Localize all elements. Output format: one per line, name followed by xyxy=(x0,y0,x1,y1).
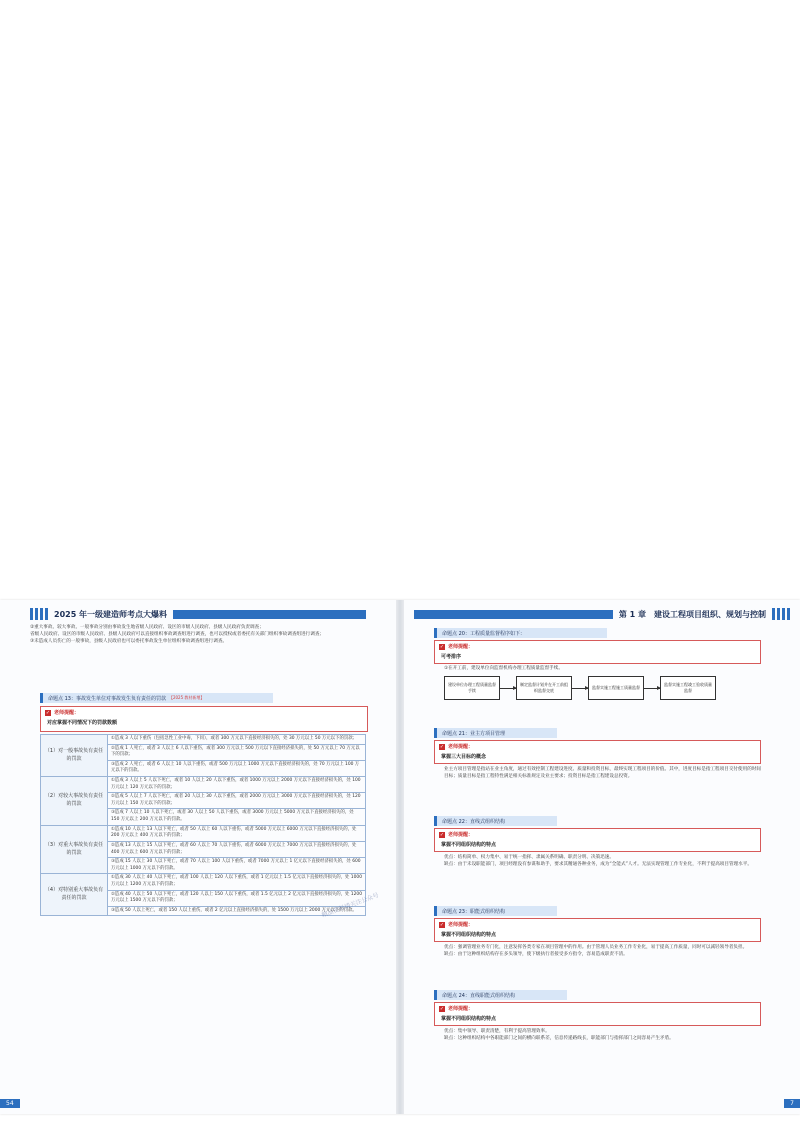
note-23: ✓ 老师提醒： 掌握不同组织结构的特点 xyxy=(434,918,761,942)
teacher-note: ✓ 老师提醒： 对应掌握不同情况下的罚款数额 xyxy=(40,706,368,732)
flow-step-3: 监督实施工程施工质量监督 xyxy=(588,676,644,700)
fine-rule: ③造成 50 人以上死亡，或者 150 人以上重伤，或者 2 亿元以上直接经济损失的，处 1500 万元以上 2000 万元以下的罚款。 xyxy=(108,906,366,916)
flow-step-1: 建设单位办理工程质量监督手续 xyxy=(444,676,500,700)
check-icon: ✓ xyxy=(439,921,445,928)
left-page xyxy=(0,600,396,1114)
check-icon: ✓ xyxy=(439,743,445,750)
right-page-number: 7 xyxy=(784,1099,800,1108)
watermark-text: 精品资料请关注公众号 xyxy=(320,891,380,919)
check-icon: ✓ xyxy=(439,643,445,650)
fine-category: （1）对一般事故负有责任的罚款 xyxy=(41,735,108,777)
quality-flowchart xyxy=(444,676,716,700)
fine-rule: ③造成 15 人以上 30 人以下死亡，或者 70 人以上 100 人以下重伤，或者 7000 万元以上 1 亿元以下直接经济损失的，处 600 万元以上 1000 万元以下的罚款。 xyxy=(108,858,366,874)
fine-rule: ③造成 7 人以上 10 人以下死亡，或者 30 人以上 50 人以下重伤，或者 3000 万元以上 5000 万元以下直接经济损失的，处 150 万元以上 200 万元以下的罚款。 xyxy=(108,809,366,825)
check-icon: ✓ xyxy=(45,709,51,716)
fine-rule: ①造成 10 人以上 13 人以下死亡，或者 50 人以上 60 人以下重伤，或者 5000 万元以上 6000 万元以下直接经济损失的，处 200 万元以上 400 万元以下的罚款； xyxy=(108,825,366,841)
flow-step-4: 监督实施工程竣工验收质量监督 xyxy=(660,676,716,700)
fine-category: （2）对较大事故负有责任的罚款 xyxy=(41,777,108,826)
s22-text: 优点：结构简单、权力集中、易于统一指挥、隶属关系明确、职责分明、决策迅速。 缺点：由于未设职能部门，项目经理没有参谋和助手，要求其精通各种业务，成为“全能式”人才。无法实现管理工作专业化，不利于提高项目管理水平。 xyxy=(444,855,752,868)
left-page-number: 54 xyxy=(0,1099,20,1108)
fine-rule: ②造成 40 人以上 50 人以下死亡，或者 120 人以上 150 人以下重伤，或者 1.5 亿元以上 2 亿元以下直接经济损失的，处 1200 万元以上 1500 万元以下的罚款； xyxy=(108,890,366,906)
flow-arrow-icon xyxy=(572,688,588,689)
fine-rule: ①造成 3 人以下重伤（包括急性工业中毒，下同），或者 300 万元以下直接经济损失的，处 30 万元以上 50 万元以下的罚款； xyxy=(108,735,366,745)
section-21-tag: 命题点 21：业主方项目管理 xyxy=(434,728,557,738)
flow-step-2: 制定监督计划并在开工前组织监督交底 xyxy=(516,676,572,700)
fine-rule: ①造成 30 人以上 40 人以下死亡，或者 100 人以上 120 人以下重伤，或者 1 亿元以上 1.5 亿元以下直接经济损失的，处 1000 万元以上 1200 万元以下的罚款； xyxy=(108,874,366,890)
note-22: ✓ 老师提醒： 掌握不同组织结构的特点 xyxy=(434,828,761,852)
s21-text: 业主方项目管理是指站在业主角度，通过有效控制工程建设进度、质量和投资目标，最终实现工程项目的价值。其中，进度目标是指工程项目交付使用的时间目标；质量目标是指工程特性满足相关标准规定及业主要求；投资目标是指工程建设总投资。 xyxy=(444,767,761,780)
flow-arrow-icon xyxy=(644,688,660,689)
section-22-tag: 命题点 22：直线式组织结构 xyxy=(434,816,557,826)
s20-lead: ①在开工前，建设单位向监督机构办理工程质量监督手续。 xyxy=(444,666,563,671)
fine-rule: ②造成 13 人以上 15 人以下死亡，或者 60 人以上 70 人以下重伤，或者 6000 万元以上 7000 万元以下直接经济损失的，处 400 万元以上 600 万元以下的罚款； xyxy=(108,841,366,857)
section-24-tag: 命题点 24：直线职能式组织结构 xyxy=(434,990,567,1000)
right-page xyxy=(404,600,800,1114)
right-header-title: 第 1 章 建设工程项目组织、规划与控制 xyxy=(618,609,766,619)
s24-text: 优点：集中领导、职责清楚，有利于提高管理效率。 缺点：这种组织结构中各职能部门之间的横向联系差，信息传递路线长，职能部门与指挥部门之间容易产生矛盾。 xyxy=(444,1029,674,1042)
table-row xyxy=(41,874,366,890)
intro-text: ②重大事故、较大事故、一般事故分别由事故发生地省级人民政府、设区的市级人民政府、县级人民政府负责调查； 省级人民政府、设区的市级人民政府、县级人民政府可以直接组织事故调查组进行调查，也可以授权或者委托有关部门组织事故调查组进行调查； ③未造成人员伤亡的一般事故，县级人民政府也可以委托事故发生单位组织事故调查组进行调查。 xyxy=(30,625,325,645)
check-icon: ✓ xyxy=(439,831,445,838)
note-24: ✓ 老师提醒： 掌握不同组织结构的特点 xyxy=(434,1002,761,1026)
section-13-tag: 命题点 13：事故发生单位对事故发生负有责任的罚款 【2025 教材新增】 xyxy=(40,693,273,703)
section-20-tag: 命题点 20：工程质量监督程序如下： xyxy=(434,628,607,638)
table-row xyxy=(41,777,366,793)
book-gutter xyxy=(396,600,404,1114)
left-header-title: 2025 年一级建造师考点大爆料 xyxy=(54,609,168,619)
fine-category: （4）对特别重大事故负有责任的罚款 xyxy=(41,874,108,916)
fine-rule: ②造成 5 人以上 7 人以下死亡，或者 20 人以上 30 人以下重伤，或者 2000 万元以上 3000 万元以下直接经济损失的，处 120 万元以上 150 万元以下的罚款； xyxy=(108,793,366,809)
right-header xyxy=(414,608,790,620)
fines-table xyxy=(40,734,366,916)
note-21: ✓ 老师提醒： 掌握三大目标的概念 xyxy=(434,740,761,764)
table-row xyxy=(41,735,366,745)
book-spread xyxy=(0,600,800,1114)
fine-rule: ②造成 1 人死亡，或者 3 人以上 6 人以下重伤，或者 300 万元以上 500 万元以下直接经济损失的，处 50 万元以上 70 万元以下的罚款； xyxy=(108,744,366,760)
check-icon: ✓ xyxy=(439,1005,445,1012)
fine-rule: ③造成 2 人死亡，或者 6 人以上 10 人以下重伤，或者 500 万元以上 1000 万元以下直接经济损失的，处 70 万元以上 100 万元以下的罚款。 xyxy=(108,760,366,776)
s23-text: 优点：强调管理业务专门化，注意发挥各类专家在项目管理中的作用。由于管理人员业务工作专业化，易于提高工作质量，同时可以减轻领导者负担。 缺点：由于这种组织结构存在多头领导，使下级执行者接受多方指令，容易造成职责不清。 xyxy=(444,945,748,958)
left-header xyxy=(30,608,366,620)
section-23-tag: 命题点 23：职能式组织结构 xyxy=(434,906,557,916)
table-row xyxy=(41,825,366,841)
fine-category: （3）对重大事故负有责任的罚款 xyxy=(41,825,108,874)
flow-arrow-icon xyxy=(500,688,516,689)
note-20: ✓ 老师提醒： 可考排序 xyxy=(434,640,761,664)
fine-rule: ①造成 3 人以上 5 人以下死亡，或者 10 人以上 20 人以下重伤，或者 1000 万元以上 2000 万元以下直接经济损失的，处 100 万元以上 120 万元以下的罚款； xyxy=(108,777,366,793)
